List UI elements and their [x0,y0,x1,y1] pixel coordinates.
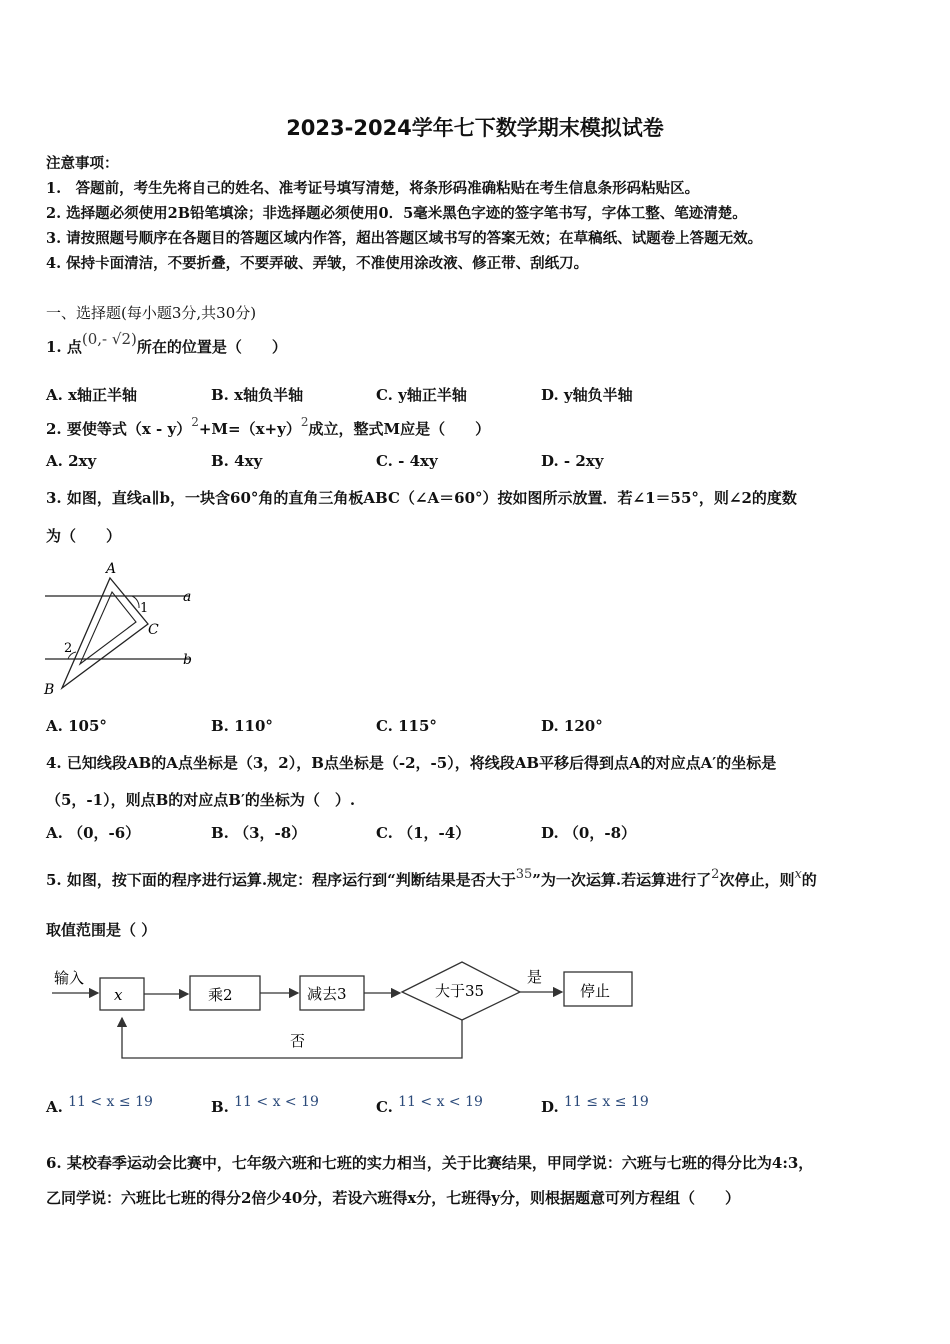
q2-option-b[interactable]: B. 4xy [211,452,263,470]
triangle-outer [62,578,148,688]
q3-option-b[interactable]: B. 110° [211,717,273,735]
question-5-math-x: x [794,867,802,882]
q4-option-b[interactable]: B. （3，-8） [211,824,307,842]
notice-item: 3. 请按照题号顺序在各题目的答题区域内作答，超出答题区域书写的答案无效；在草稿纸、试题卷上答题无效。 [46,230,763,247]
question-4-line-1: 4. 已知线段AB的A点坐标是（3，2），B点坐标是（-2，-5），将线段AB平移后得到点A的对应点A′的坐标是 [46,754,777,772]
flow-no-label: 否 [290,1032,306,1050]
q5-option-b-math: 11 < x < 19 [234,1094,319,1110]
q3-option-d[interactable]: D. 120° [541,717,603,735]
question-1-pre: 1. 点 [46,338,82,356]
label-angle-2: 2 [64,641,73,656]
q5-option-a-math: 11 < x ≤ 19 [68,1094,153,1110]
label-line-b: b [183,652,192,668]
q4-option-d[interactable]: D. （0，-8） [541,824,637,842]
question-2-text: 2. 要使等式（x - y） [46,420,192,438]
q1-option-a[interactable]: A. x轴正半轴 [46,386,138,404]
q5-option-d-math: 11 ≤ x ≤ 19 [563,1094,649,1110]
q2-option-c[interactable]: C. - 4xy [376,452,438,470]
label-a-vertex: A [106,561,117,577]
section-heading: 一、选择题(每小题3分,共30分) [46,304,257,322]
notice-item: 2. 选择题必须使用2B铅笔填涂；非选择题必须使用0．5毫米黑色字迹的签字笔书写，字体工整、笔迹清楚。 [46,205,747,222]
question-3-line-1: 3. 如图，直线a∥b，一块含60°角的直角三角板ABC（∠A＝60°）按如图所示放置．若∠1＝55°，则∠2的度数 [46,489,797,507]
question-5-line-2: 取值范围是（ ） [46,921,157,939]
question-5-math-35: 35 [515,867,533,882]
notice-heading: 注意事项： [46,155,119,172]
q5-option-c-letter: C. [376,1098,393,1116]
flow-x-label: x [114,986,123,1004]
question-2-post: 成立，整式M应是（ ） [308,420,491,438]
question-2-sup: 2 [191,415,199,429]
q3-option-c[interactable]: C. 115° [376,717,437,735]
notice-item: 1. 答题前，考生先将自己的姓名、准考证号填写清楚，将条形码准确粘贴在考生信息条形码粘贴区。 [46,180,700,197]
flow-yes-label: 是 [527,968,543,986]
q5-option-b-letter: B. [211,1098,229,1116]
q5-option-d-letter: D. [541,1098,559,1116]
question-2-mid: +M=（x+y） [198,420,301,438]
q4-option-c[interactable]: C. （1，-4） [376,824,471,842]
q1-option-c[interactable]: C. y轴正半轴 [376,386,467,404]
question-6-line-1: 6. 某校春季运动会比赛中，七年级六班和七班的实力相当，关于比赛结果，甲同学说：六班与七班的得分比为4:3， [46,1154,814,1172]
question-1-math: (0,- √2) [81,330,137,348]
question-6-line-2: 乙同学说：六班比七班的得分2倍少40分，若设六班得x分，七班得y分，则根据题意可列方程组（ ） [46,1189,740,1207]
question-4-line-2: （5，-1），则点B的对应点B′的坐标为（ ）. [46,791,356,809]
flow-stop-label: 停止 [580,982,611,1000]
question-5-post: 的 [801,871,817,889]
question-3-line-2: 为（ ） [46,527,122,545]
q1-option-b[interactable]: B. x轴负半轴 [211,386,304,404]
flow-input-label: 输入 [54,969,85,987]
q5-option-c-math: 11 < x < 19 [398,1094,483,1110]
label-b-vertex: B [44,682,55,698]
q5-option-d[interactable] [541,1094,649,1116]
q2-option-a[interactable]: A. 2xy [46,452,97,470]
q5-option-b[interactable] [211,1094,319,1116]
q2-option-d[interactable]: D. - 2xy [541,452,604,470]
question-2 [46,415,491,439]
label-c-vertex: C [148,622,159,638]
q5-option-a[interactable] [46,1094,153,1116]
flow-multiply-label: 乘2 [208,986,233,1004]
q5-option-a-letter: A. [46,1098,63,1116]
q4-option-a[interactable]: A. （0，-6） [46,824,141,842]
flow-subtract-label: 减去3 [307,985,347,1003]
question-1 [46,330,287,357]
triangle-figure [40,556,210,702]
program-flowchart [46,958,646,1064]
question-5-math-2: 2 [711,867,720,882]
page-title: 2023-2024学年七下数学期末模拟试卷 [286,116,664,140]
question-5-mid2: 次停止，则 [719,871,795,889]
question-1-post: 所在的位置是（ ） [136,338,287,356]
flow-decision-label: 大于35 [435,982,485,1000]
q5-option-c[interactable] [376,1094,483,1116]
question-5-pre: 5. 如图，按下面的程序进行运算.规定：程序运行到“判断结果是否大于 [46,871,516,889]
q1-option-d[interactable]: D. y轴负半轴 [541,386,633,404]
label-angle-1: 1 [140,601,149,616]
question-5-line-1 [46,869,817,890]
question-5-mid: ”为一次运算.若运算进行了 [532,871,712,889]
question-2-sup: 2 [300,415,309,429]
notice-item: 4. 保持卡面清洁，不要折叠，不要弄破、弄皱，不准使用涂改液、修正带、刮纸刀。 [46,255,589,272]
label-line-a: a [183,589,192,605]
q3-option-a[interactable]: A. 105° [46,717,107,735]
